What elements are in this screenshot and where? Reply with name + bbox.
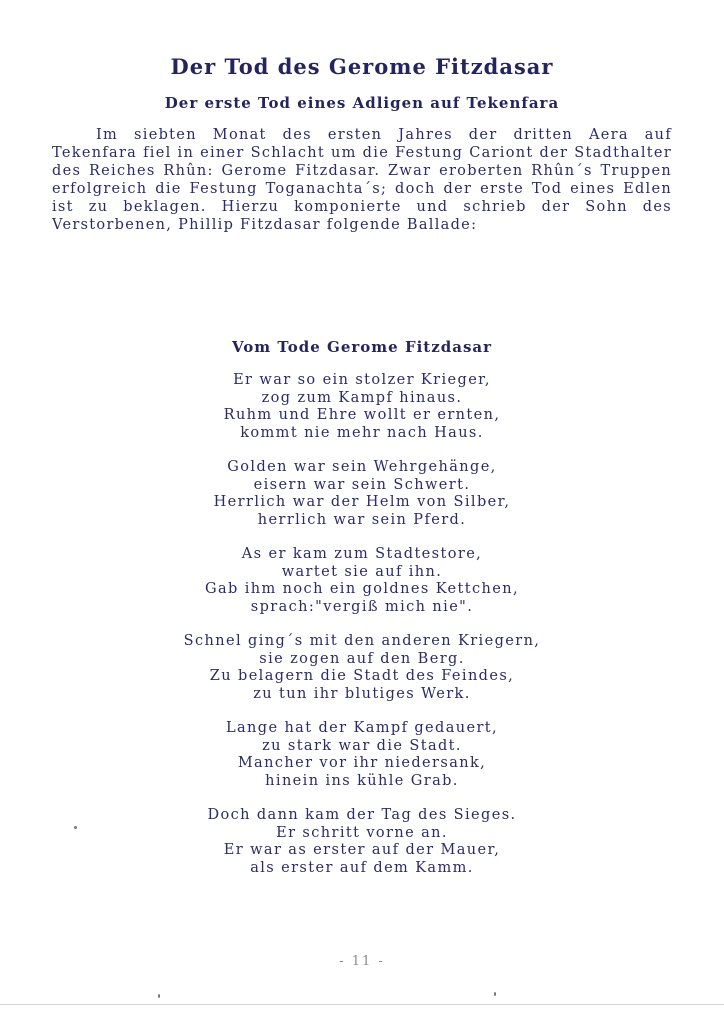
- poem-line: zu stark war die Stadt.: [262, 737, 462, 754]
- poem-line: Golden war sein Wehrgehänge,: [227, 459, 497, 475]
- scan-speck: [158, 994, 160, 998]
- poem-line: hinein ins kühle Grab.: [265, 772, 459, 789]
- poem-line: Er war as erster auf der Mauer,: [223, 842, 501, 858]
- poem-line: sie zogen auf den Berg.: [259, 650, 465, 667]
- stanza: [0, 372, 724, 442]
- stanza: [0, 720, 724, 790]
- poem-line: Er schritt vorne an.: [276, 824, 448, 841]
- poem-line: Ruhm und Ehre wollt er ernten,: [223, 407, 501, 423]
- poem-line: Gab ihm noch ein goldnes Kettchen,: [205, 581, 519, 597]
- stanza: [0, 459, 724, 529]
- poem-line: As er kam zum Stadtestore,: [241, 546, 483, 562]
- intro-paragraph: [52, 126, 672, 234]
- page-subtitle: Der erste Tod eines Adligen auf Tekenfara: [164, 94, 560, 112]
- scan-edge: [0, 1004, 724, 1005]
- poem-title: Vom Tode Gerome Fitzdasar: [231, 338, 493, 356]
- stanza: [0, 546, 724, 616]
- poem-line: sprach:"vergiß mich nie".: [250, 598, 474, 615]
- intro-text: Im siebten Monat des ersten Jahres der dritten Aera auf Tekenfara fiel in einer Schlacht um die Festung Cariont der Stadthalter des Reiches Rhûn: Gerome Fitzdasar. Zwar eroberten Rhûn´s Truppen erfolgreich die Festung Toganachta´s; doch der erste Tod eines Edlen ist zu beklagen. Hierzu komponierte und schrieb der Sohn des Verstorbenen, Phillip Fitzdasar folgende Ballade:: [52, 127, 672, 233]
- poem: [0, 372, 724, 894]
- poem-line: Doch dann kam der Tag des Sieges.: [207, 807, 517, 823]
- poem-line: Mancher vor ihr niedersank,: [237, 755, 487, 771]
- poem-line: Zu belagern die Stadt des Feindes,: [209, 668, 515, 684]
- poem-line: herrlich war sein Pferd.: [257, 511, 467, 528]
- poem-line: kommt nie mehr nach Haus.: [240, 424, 484, 441]
- stanza: [0, 633, 724, 703]
- poem-line: wartet sie auf ihn.: [281, 563, 443, 580]
- poem-line: eisern war sein Schwert.: [253, 476, 471, 493]
- poem-line: Schnel ging´s mit den anderen Kriegern,: [183, 633, 541, 649]
- scan-speck: [494, 992, 496, 996]
- stanza: [0, 807, 724, 877]
- poem-line: zu tun ihr blutiges Werk.: [253, 685, 471, 702]
- page-title: Der Tod des Gerome Fitzdasar: [170, 54, 554, 79]
- poem-line: Herrlich war der Helm von Silber,: [213, 494, 511, 510]
- scan-speck: [74, 826, 77, 829]
- poem-line: Er war so ein stolzer Krieger,: [233, 372, 491, 388]
- poem-line: Lange hat der Kampf gedauert,: [225, 720, 499, 736]
- page-number: - 11 -: [339, 954, 385, 969]
- poem-line: zog zum Kampf hinaus.: [261, 389, 463, 406]
- poem-line: als erster auf dem Kamm.: [250, 859, 474, 876]
